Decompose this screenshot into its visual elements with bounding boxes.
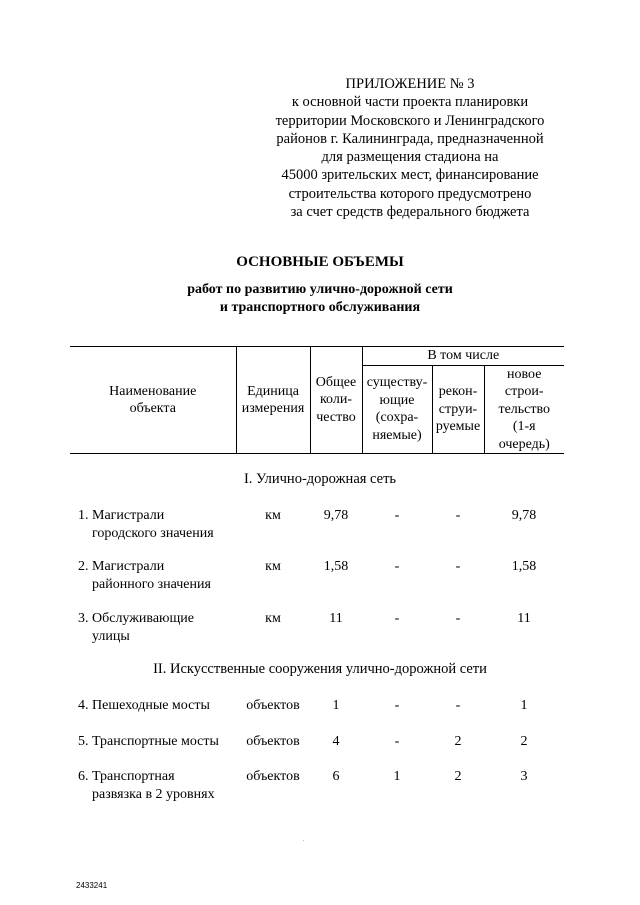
row-name-line: 1. Магистрали xyxy=(78,508,165,523)
row-reconstructed: 2 xyxy=(454,769,462,784)
row-new: 1,58 xyxy=(511,559,537,574)
row-name xyxy=(78,610,238,646)
document-title: ОСНОВНЫЕ ОБЪЕМЫ xyxy=(236,254,404,270)
header-including-cell: В том числе xyxy=(362,347,564,366)
row-existing: - xyxy=(394,734,400,749)
header-new-line: новое xyxy=(507,366,542,382)
annex-line: для размещения стадиона на xyxy=(321,149,499,166)
header-reconstructed-line: руемые xyxy=(435,419,481,434)
row-new: 1 xyxy=(520,698,528,713)
row-name xyxy=(78,768,238,804)
header-unit-cell xyxy=(236,347,310,454)
row-name xyxy=(78,733,238,751)
subtitle-line: работ по развитию улично-дорожной сети xyxy=(187,282,453,297)
table-header xyxy=(70,346,564,454)
row-unit: км xyxy=(265,508,281,523)
row-unit: км xyxy=(265,611,281,626)
header-existing-line: ющие xyxy=(379,392,415,408)
row-unit: км xyxy=(265,559,281,574)
header-name-line: Наименование xyxy=(109,383,197,399)
header-existing-cell xyxy=(362,365,432,454)
header-new-cell xyxy=(484,365,564,454)
annex-line: 45000 зрительских мест, финансирование xyxy=(281,167,539,184)
row-name-line: городского значения xyxy=(92,526,214,541)
row-existing: - xyxy=(394,559,400,574)
header-total-line: Общее xyxy=(315,374,357,390)
annex-line: районов г. Калининграда, предназначенной xyxy=(276,130,544,147)
subtitle-line: и транспортного обслуживания xyxy=(219,300,421,315)
header-existing-line: няемые) xyxy=(372,427,422,443)
row-total: 1 xyxy=(332,698,340,713)
row-reconstructed: - xyxy=(455,611,461,626)
document-subtitle xyxy=(0,281,640,317)
row-reconstructed: 2 xyxy=(454,734,462,749)
row-name-line: районного значения xyxy=(92,577,211,592)
row-total: 6 xyxy=(332,769,340,784)
header-reconstructed-line: струи- xyxy=(438,401,478,417)
row-total: 1,58 xyxy=(323,559,349,574)
annex-line: строительства которого предусмотрено xyxy=(288,185,532,202)
row-name-line: 5. Транспортные мосты xyxy=(78,734,219,749)
row-unit: объектов xyxy=(246,769,300,784)
row-name-line: 3. Обслуживающие xyxy=(78,611,194,626)
header-existing-line: (сохра- xyxy=(375,410,419,426)
scan-speck xyxy=(303,840,304,841)
row-total: 11 xyxy=(329,611,343,626)
document-id: 2433241 xyxy=(76,881,108,890)
row-existing: - xyxy=(394,611,400,626)
header-new-line: тельство xyxy=(498,401,551,417)
header-existing-line: существу- xyxy=(366,375,428,391)
header-reconstructed-line: рекон- xyxy=(438,384,478,399)
row-new: 2 xyxy=(520,734,528,749)
row-existing: - xyxy=(394,698,400,713)
row-name-line: 4. Пешеходные мосты xyxy=(78,698,210,713)
header-total-line: коли- xyxy=(319,392,353,408)
row-name xyxy=(78,507,238,543)
header-reconstructed-cell xyxy=(432,365,484,454)
row-name xyxy=(78,697,238,715)
header-name-line: объекта xyxy=(129,401,176,416)
header-new-line: (1-я xyxy=(512,419,536,434)
header-unit-line: измерения xyxy=(241,401,305,416)
row-reconstructed: - xyxy=(455,559,461,574)
row-name-line: 2. Магистрали xyxy=(78,559,165,574)
header-name-cell xyxy=(70,347,236,454)
header-total-cell xyxy=(310,347,362,454)
row-name-line: улицы xyxy=(92,629,130,644)
row-reconstructed: - xyxy=(455,508,461,523)
row-total: 4 xyxy=(332,734,340,749)
row-unit: объектов xyxy=(246,734,300,749)
row-unit: объектов xyxy=(246,698,300,713)
annex-line: к основной части проекта планировки xyxy=(291,94,529,111)
row-existing: - xyxy=(394,508,400,523)
header-total-line: чество xyxy=(316,409,356,425)
section-title: I. Улично-дорожная сеть xyxy=(243,471,397,487)
header-new-line: очередь) xyxy=(498,436,550,452)
row-new: 3 xyxy=(520,769,528,784)
row-new: 11 xyxy=(517,611,531,626)
annex-line: за счет средств федерального бюджета xyxy=(290,204,530,221)
row-existing: 1 xyxy=(393,769,401,784)
annex-line: ПРИЛОЖЕНИЕ № 3 xyxy=(345,76,475,92)
row-name-line: развязка в 2 уровнях xyxy=(92,787,215,802)
row-new: 9,78 xyxy=(511,508,537,523)
row-reconstructed: - xyxy=(455,698,461,713)
annex-header xyxy=(260,75,560,221)
header-new-line: строи- xyxy=(504,384,544,399)
header-unit-line: Единица xyxy=(247,383,299,399)
row-total: 9,78 xyxy=(323,508,349,523)
annex-line: территории Московского и Ленинградского xyxy=(275,112,545,129)
row-name xyxy=(78,558,238,594)
row-name-line: 6. Транспортная xyxy=(78,769,175,784)
section-title: II. Искусственные сооружения улично-дорожной сети xyxy=(153,661,487,677)
